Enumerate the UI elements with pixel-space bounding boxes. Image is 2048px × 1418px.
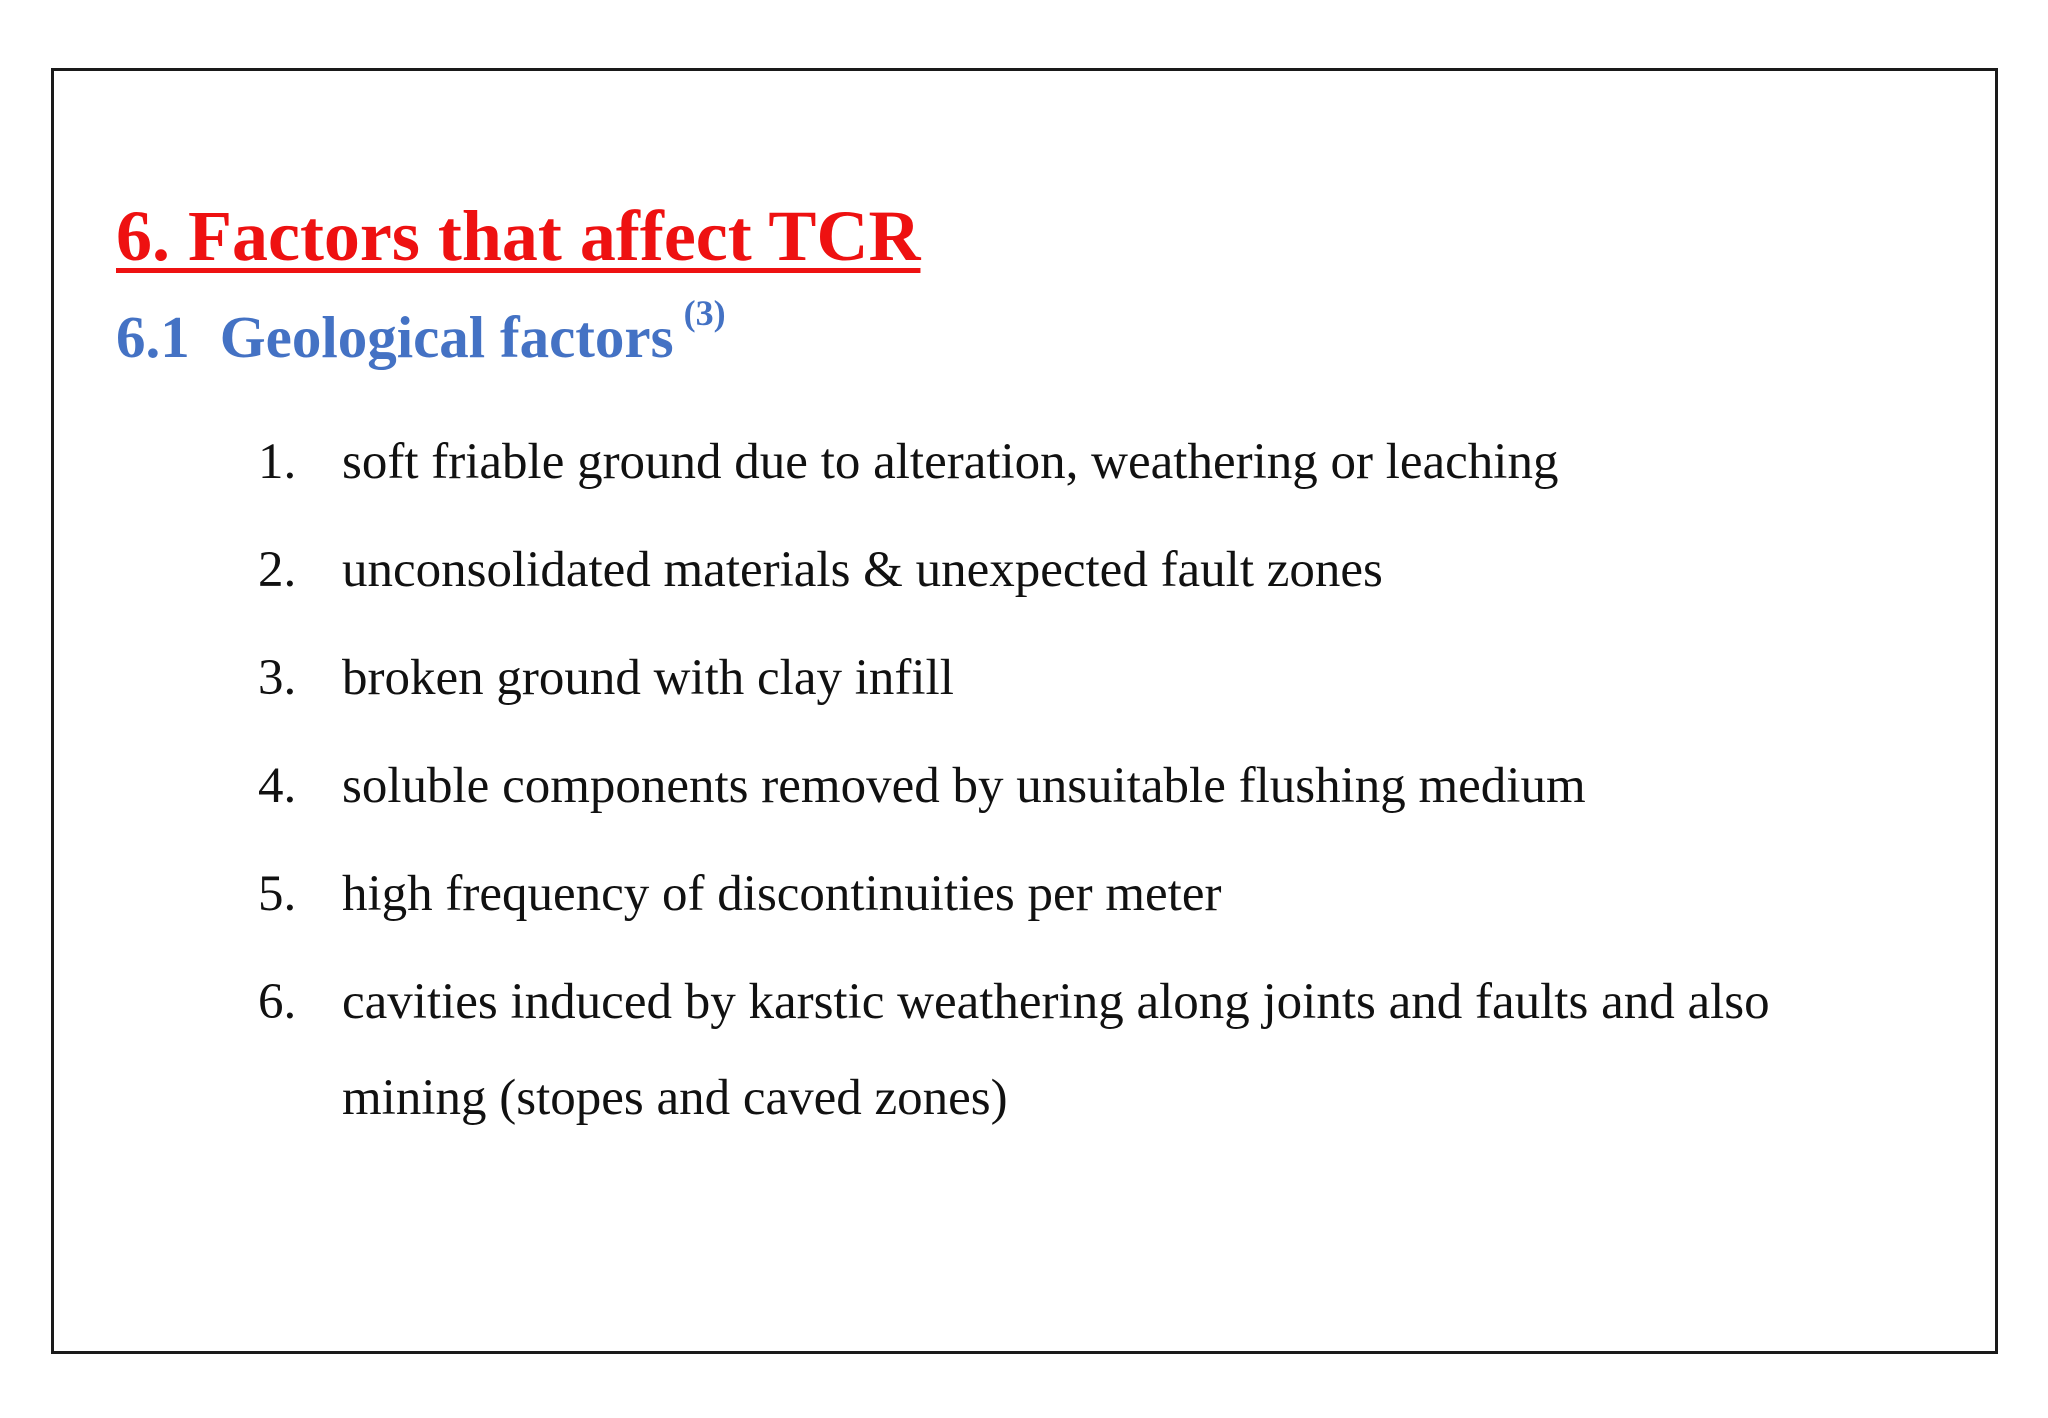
list-item-number: 4. [258, 758, 297, 814]
list-item-number: 3. [258, 650, 297, 706]
list-item-number: 2. [258, 542, 297, 598]
geological-factors-list [258, 414, 1878, 1158]
list-item-text: unconsolidated materials & unexpected fault zones [342, 542, 1383, 598]
reference-superscript: (3) [683, 293, 726, 333]
list-item [258, 630, 1878, 726]
list-item-text: high frequency of discontinuities per meter [342, 866, 1222, 922]
section-number: 6.1 [116, 304, 190, 370]
list-item-number: 1. [258, 434, 297, 490]
list-item-text: soft friable ground due to alteration, weathering or leaching [342, 434, 1559, 490]
section-subtitle [116, 293, 726, 370]
list-item-text: soluble components removed by unsuitable flushing medium [342, 758, 1586, 814]
list-item [258, 846, 1878, 942]
list-item-text: broken ground with clay infill [342, 650, 954, 706]
list-item [258, 414, 1878, 510]
list-item-number: 5. [258, 866, 297, 922]
section-heading-text: Geological factors [219, 304, 674, 370]
list-item-text: cavities induced by karstic weathering along joints and faults and also mining (stopes and caved zones) [342, 974, 1770, 1126]
list-item [258, 738, 1878, 834]
list-item-number: 6. [258, 974, 297, 1030]
list-item [258, 522, 1878, 618]
slide-title: 6. Factors that affect TCR [116, 196, 921, 276]
list-item [258, 954, 1878, 1146]
